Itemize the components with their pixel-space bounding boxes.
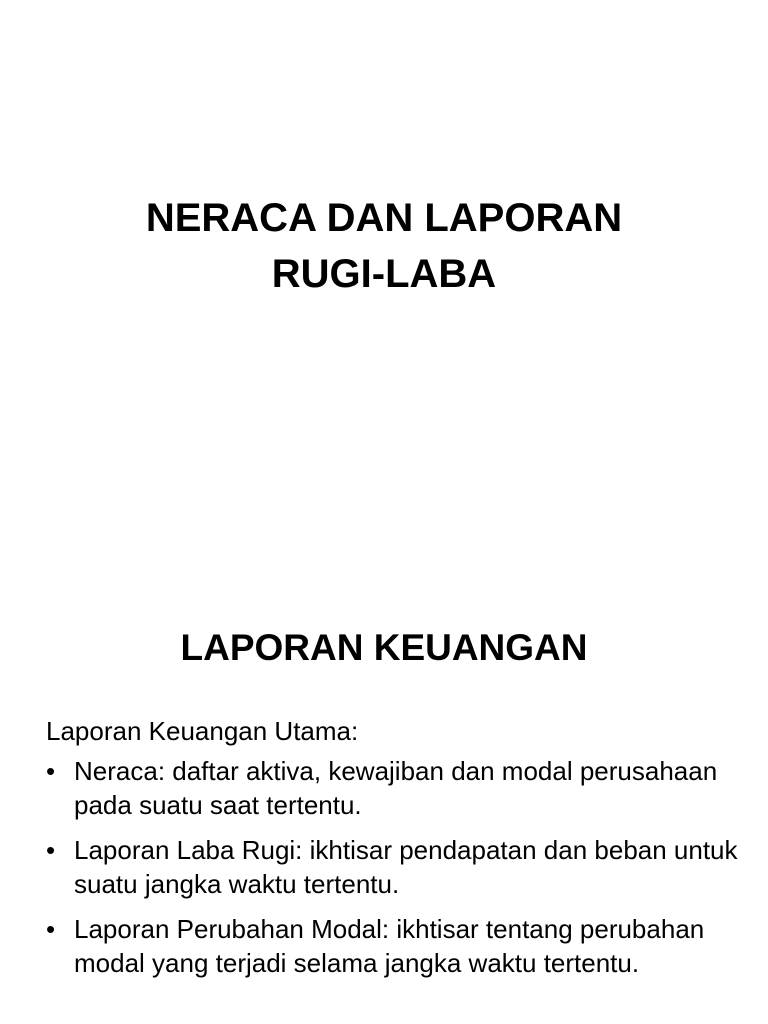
- bullet-icon: •: [46, 835, 56, 865]
- list-item-text: Laporan Perubahan Modal: ikhtisar tentang perubahan modal yang terjadi selama jangka waktu tertentu.: [74, 914, 705, 978]
- list-item-text: Neraca: daftar aktiva, kewajiban dan modal perusahaan pada suatu saat tertentu.: [74, 756, 718, 820]
- bullet-icon: •: [46, 914, 56, 944]
- slide-title-line: RUGI-LABA: [271, 252, 497, 296]
- slide-laporan-keuangan: [0, 576, 768, 1024]
- slide-title-line: NERACA DAN LAPORAN: [145, 196, 623, 240]
- list-item: [46, 754, 746, 822]
- list-item: [46, 912, 746, 980]
- intro-text: Laporan Keuangan Utama:: [46, 716, 359, 746]
- slide-body: [46, 714, 746, 991]
- list-item-text: Laporan Laba Rugi: ikhtisar pendapatan dan beban untuk suatu jangka waktu tertentu.: [74, 835, 738, 899]
- slide-title: [0, 190, 768, 302]
- bullet-list: [46, 754, 746, 980]
- bullet-icon: •: [46, 756, 56, 786]
- section-title: LAPORAN KEUANGAN: [180, 627, 588, 668]
- list-item: [46, 833, 746, 901]
